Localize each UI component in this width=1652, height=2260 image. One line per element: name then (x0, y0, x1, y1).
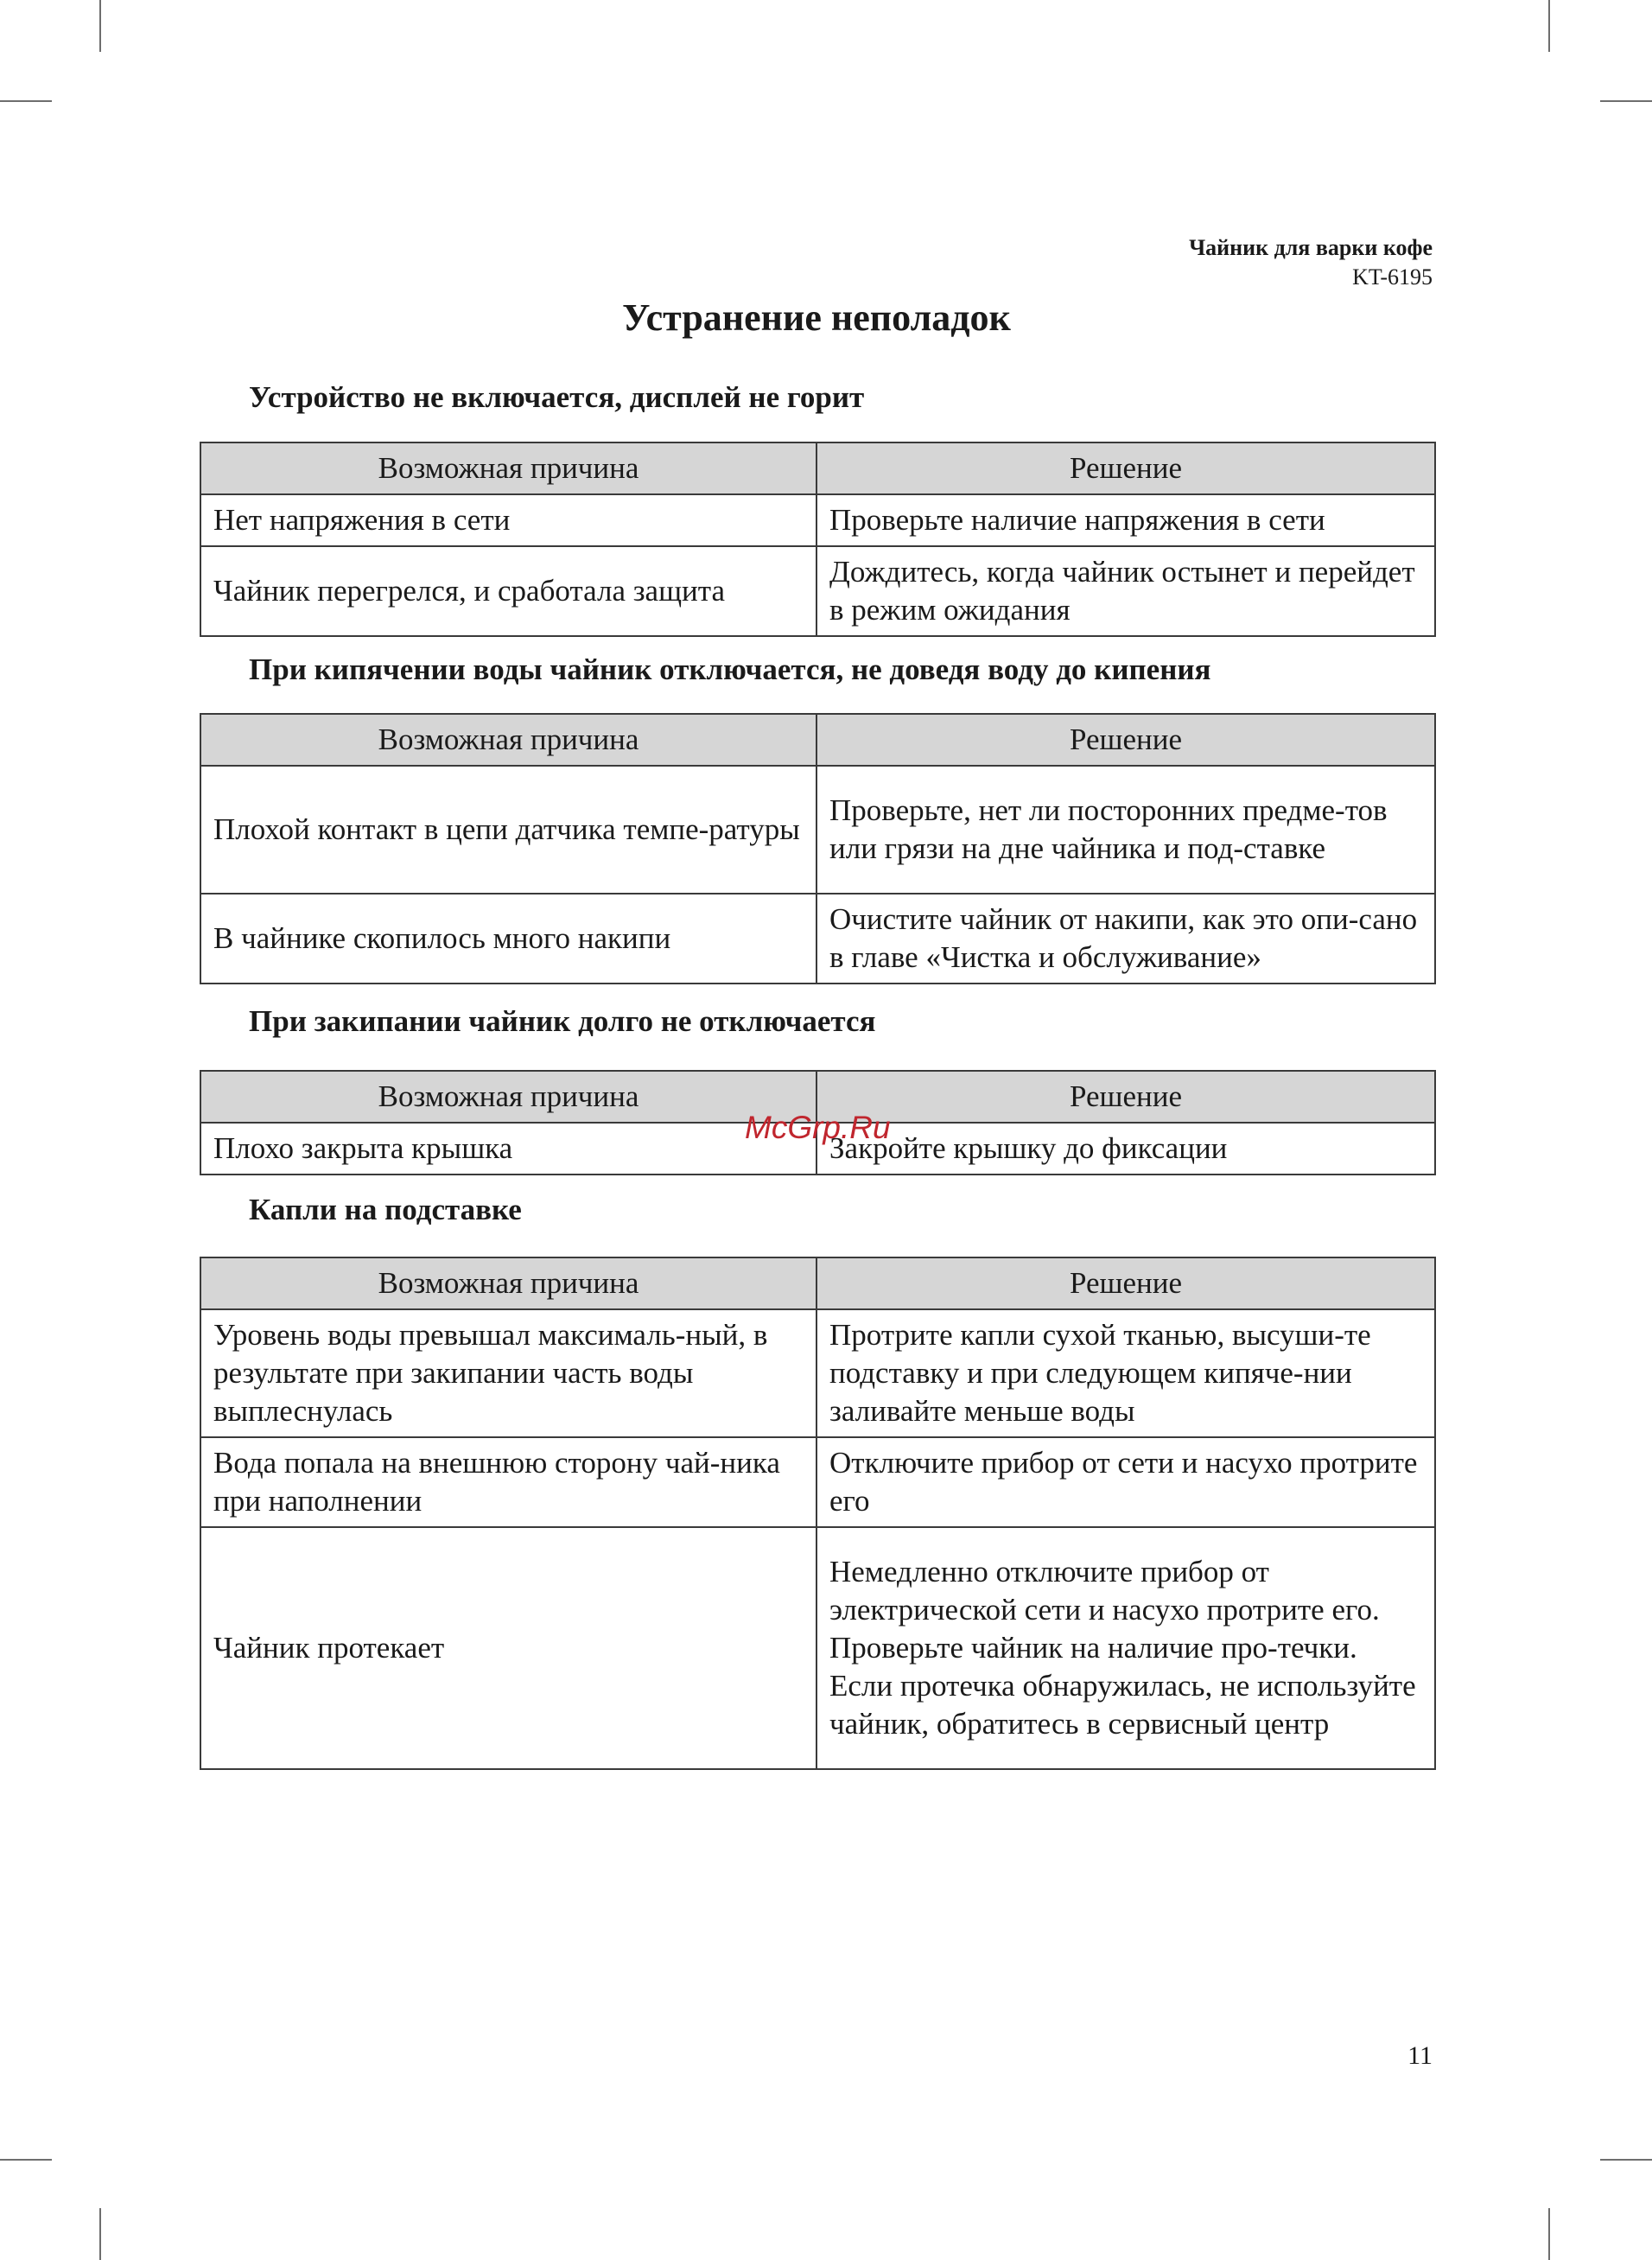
table-header-row (200, 442, 1435, 494)
solution-column-header: Решение (816, 442, 1435, 494)
cause-column-header: Возможная причина (200, 1071, 816, 1123)
troubleshooting-table (200, 1257, 1436, 1770)
crop-mark (1548, 2208, 1550, 2260)
cause-column-header: Возможная причина (200, 1257, 816, 1309)
section-title: Капли на подставке (249, 1193, 522, 1226)
solution-column-header: Решение (816, 1257, 1435, 1309)
solution-cell: Закройте крышку до фиксации (816, 1123, 1435, 1175)
page-title: Устранение неполадок (622, 296, 1011, 339)
solution-cell: Дождитесь, когда чайник остынет и перейдет в режим ожидания (816, 546, 1435, 636)
table-header-row (200, 1257, 1435, 1309)
solution-column-header: Решение (816, 1071, 1435, 1123)
cause-cell: Плохо закрыта крышка (200, 1123, 816, 1175)
model-number: KT-6195 (1352, 264, 1433, 290)
solution-cell: Немедленно отключите прибор от электрической сети и насухо протрите его. Проверьте чайник на наличие про-течки. Если протечка обнаружилась, не используйте чайник, обратитесь в сервисный центр (816, 1527, 1435, 1769)
page-number: 11 (1407, 2041, 1433, 2070)
table-row (200, 1527, 1435, 1769)
cause-column-header: Возможная причина (200, 714, 816, 766)
crop-mark (0, 100, 52, 102)
crop-mark (1600, 2159, 1652, 2161)
cause-cell: Нет напряжения в сети (200, 494, 816, 546)
running-header (1189, 233, 1433, 292)
crop-mark (1600, 100, 1652, 102)
solution-cell: Протрите капли сухой тканью, высуши-те подставку и при следующем кипяче-нии заливайте меньше воды (816, 1309, 1435, 1437)
cause-cell: Чайник перегрелся, и сработала защита (200, 546, 816, 636)
watermark: McGrp.Ru (745, 1110, 891, 1145)
table-row (200, 766, 1435, 894)
solution-cell: Отключите прибор от сети и насухо протрите его (816, 1437, 1435, 1527)
table-row (200, 894, 1435, 984)
table-row (200, 1309, 1435, 1437)
troubleshooting-table (200, 713, 1436, 984)
section-title: При кипячении воды чайник отключается, не доведя воду до кипения (249, 653, 1211, 686)
solution-cell: Проверьте наличие напряжения в сети (816, 494, 1435, 546)
table-row (200, 546, 1435, 636)
troubleshooting-table (200, 442, 1436, 637)
table-row (200, 1437, 1435, 1527)
cause-cell: В чайнике скопилось много накипи (200, 894, 816, 984)
cause-column-header: Возможная причина (200, 442, 816, 494)
crop-mark (0, 2159, 52, 2161)
solution-cell: Очистите чайник от накипи, как это опи-сано в главе «Чистка и обслуживание» (816, 894, 1435, 984)
cause-cell: Плохой контакт в цепи датчика темпе-ратуры (200, 766, 816, 894)
crop-mark (99, 2208, 101, 2260)
crop-mark (99, 0, 101, 52)
section-title: При закипании чайник долго не отключается (249, 1004, 876, 1038)
solution-column-header: Решение (816, 714, 1435, 766)
table-row (200, 494, 1435, 546)
table-header-row (200, 714, 1435, 766)
product-name: Чайник для варки кофе (1189, 235, 1433, 260)
section-title: Устройство не включается, дисплей не горит (249, 380, 865, 414)
crop-mark (1548, 0, 1550, 52)
cause-cell: Вода попала на внешнюю сторону чай-ника при наполнении (200, 1437, 816, 1527)
cause-cell: Чайник протекает (200, 1527, 816, 1769)
cause-cell: Уровень воды превышал максималь-ный, в результате при закипании часть воды выплеснулась (200, 1309, 816, 1437)
solution-cell: Проверьте, нет ли посторонних предме-тов или грязи на дне чайника и под-ставке (816, 766, 1435, 894)
